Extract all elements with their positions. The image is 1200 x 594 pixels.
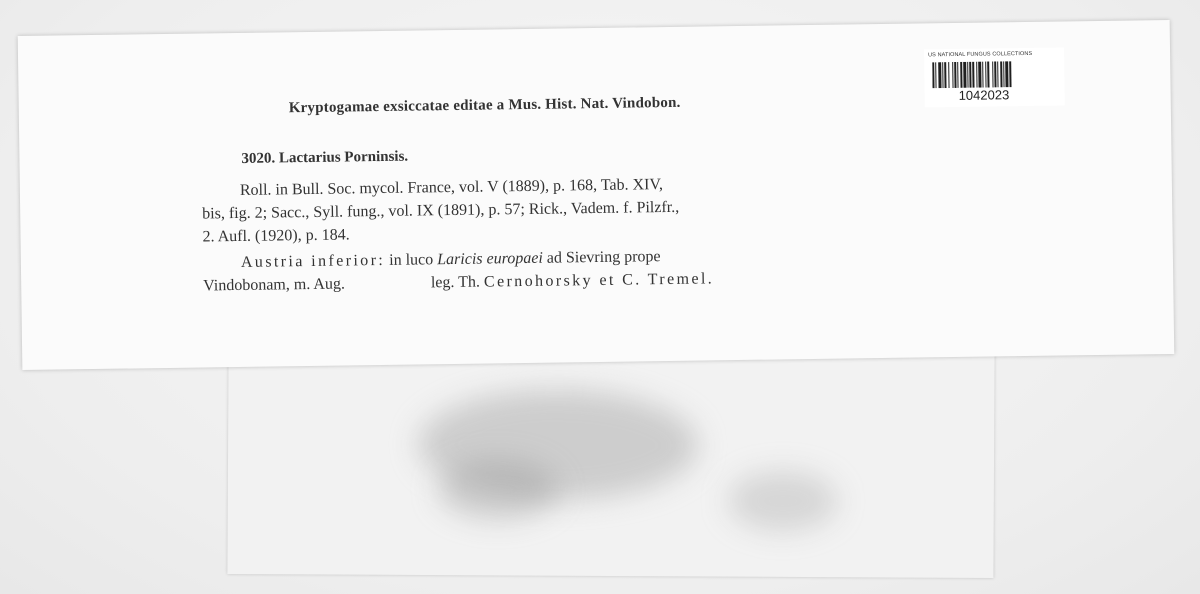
place-date: Vindobonam, m. Aug. (203, 275, 346, 295)
catalog-number: 1042023 (958, 87, 1010, 103)
citation-block (202, 169, 973, 249)
specimen-packet (227, 348, 994, 578)
citation-line: Roll. in Bull. Soc. mycol. France, vol. V (1889), p. 168, Tab. XIV, (239, 176, 663, 199)
barcode-icon (932, 61, 1056, 89)
institution-name: US NATIONAL FUNGUS COLLECTIONS (928, 50, 1033, 59)
packet-stain (728, 471, 838, 532)
packet-stain (438, 459, 558, 520)
leg-prefix: leg. Th. (430, 273, 481, 292)
locality-text: ad Sievring prope (546, 248, 661, 267)
locality-region: Austria inferior: (240, 251, 386, 271)
citation-line: bis, fig. 2; Sacc., Syll. fung., vol. IX (1891), p. 57; Rick., Vadem. f. Pilzfr., (202, 198, 680, 223)
locality-text: in luco (389, 251, 434, 269)
locality-block (203, 241, 974, 298)
citation-line: 2. Aufl. (1920), p. 184. (202, 226, 350, 246)
host-name: Laricis europaei (437, 249, 543, 269)
barcode-label (924, 47, 1065, 107)
species-name: 3020. Lactarius Porninsis. (241, 148, 409, 167)
collectors: Cernohorsky et C. Tremel. (483, 270, 715, 291)
label-header: Kryptogamae exsiccatae editae a Mus. Hist. Nat. Vindobon. (288, 94, 681, 117)
specimen-label (18, 20, 1175, 370)
